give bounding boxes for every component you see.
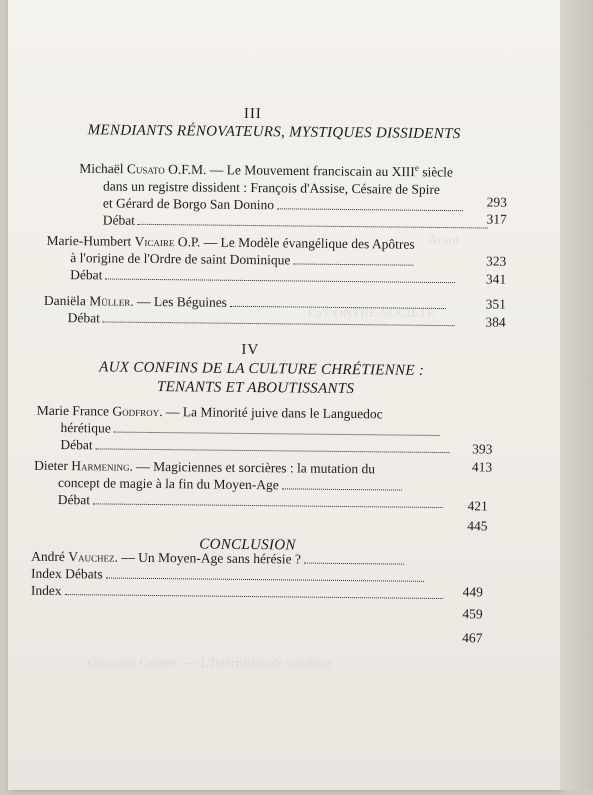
page-number: 421	[467, 498, 488, 514]
debat-label: Débat	[60, 437, 93, 453]
toc-entry: Michaël Cusato O.F.M. — Le Mouvement franciscain au XIIIe siècle dans un registre dissident : François d'Assise, Césaire de Spire et Gérard de Borgo San Donino Débat	[79, 156, 489, 232]
page-number: 351	[485, 296, 506, 312]
author-last: Vauchez	[68, 549, 115, 565]
adjacent-page-edge	[560, 0, 593, 790]
author-first: Marie France	[36, 402, 110, 419]
author-suffix: O.F.M.	[168, 161, 207, 178]
conclusion-heading: CONCLUSION	[199, 536, 296, 554]
index-debats-label: Index Débats	[30, 565, 103, 582]
show-through-text: Avant	[428, 232, 459, 247]
leader-dots	[93, 502, 443, 508]
entry-title: . — Un Moyen-Age sans hérésie ?	[114, 549, 301, 567]
debat-label: Débat	[57, 491, 91, 508]
entry-title-cont: à l'origine de l'Ordre de saint Dominique	[70, 250, 291, 268]
author-first: Marie-Humbert	[46, 232, 132, 249]
part-number: III	[243, 105, 262, 123]
show-through-text: Giovanni Gonnet. — L'Internationale vaudoise	[88, 655, 333, 670]
leader-dots	[230, 305, 446, 309]
entry-title-cont: dans un registre dissident : François d'Assise, Césaire de Spire	[103, 177, 441, 197]
leader-dots	[282, 487, 402, 490]
entry-title-cont: et Gérard de Borgo San Donino	[102, 194, 275, 212]
part-title: AUX CONFINS DE LA CULTURE CHRÉTIENNE :	[99, 359, 425, 379]
century-suffix: e	[414, 162, 419, 173]
part-number: IV	[241, 341, 260, 359]
leader-dots	[277, 207, 463, 211]
author-first: Daniëla	[43, 292, 86, 309]
entry-title: — Les Béguines	[133, 293, 228, 310]
leader-dots	[114, 431, 440, 436]
page-number: 459	[462, 606, 483, 622]
page-number: 323	[486, 253, 507, 269]
page-number: 393	[472, 441, 493, 457]
page-number: 445	[467, 518, 488, 534]
leader-dots	[105, 277, 455, 283]
author-suffix: O.P.	[177, 234, 201, 250]
author-last: Vicaire	[134, 233, 175, 250]
page-number: 449	[462, 584, 483, 600]
leader-dots	[103, 320, 455, 326]
author-first: Dieter	[34, 457, 68, 474]
page-number: 384	[485, 314, 506, 330]
entry-title: — Le Modèle évangélique des Apôtres	[200, 234, 415, 252]
leader-dots	[106, 577, 424, 582]
entry-title-cont: concept de magie à la fin du Moyen-Age	[57, 475, 279, 493]
toc-entry	[34, 457, 444, 512]
debat-label: Débat	[67, 310, 101, 326]
leader-dots	[138, 222, 488, 228]
author-last: Harmening	[71, 458, 130, 474]
index-label: Index	[30, 582, 62, 599]
debat-label: Débat	[70, 267, 103, 283]
century-numeral: XIII	[391, 163, 415, 180]
page-number: 317	[486, 211, 507, 227]
show-through-text: La CONTRE-SOCIÉTÉ	[308, 305, 435, 320]
entry-title-cont: hérétique	[60, 420, 111, 436]
author-last: Müller	[89, 293, 131, 309]
leader-dots	[293, 262, 413, 265]
toc-entry	[44, 292, 456, 330]
page-number: 293	[486, 194, 508, 210]
author-suffix: .	[130, 293, 134, 309]
entry-title: . — La Minorité juive dans le Languedoc	[159, 404, 383, 422]
page-number: 341	[485, 271, 507, 287]
author-first: André	[31, 548, 66, 565]
leader-dots	[304, 562, 404, 565]
debat-label: Débat	[102, 211, 136, 228]
page-number: 467	[462, 630, 483, 646]
entry-title: . — Magiciennes et sorcières : la mutation du	[129, 458, 376, 477]
part-title: TENANTS ET ABOUTISSANTS	[156, 379, 355, 398]
page-number: 413	[471, 459, 493, 475]
leader-dots	[65, 593, 443, 599]
entry-title: — Le Mouvement franciscain au	[206, 162, 392, 179]
toc-entry	[46, 232, 456, 287]
toc-entry	[31, 548, 443, 603]
author-last: Godfroy	[112, 403, 160, 420]
leader-dots	[96, 447, 450, 453]
part-title: MENDIANTS RÉNOVATEURS, MYSTIQUES DISSIDENTS	[87, 122, 461, 143]
author-first: Michaël	[79, 160, 124, 177]
author-last: Cusato	[126, 161, 165, 177]
toc-entry	[36, 402, 450, 457]
